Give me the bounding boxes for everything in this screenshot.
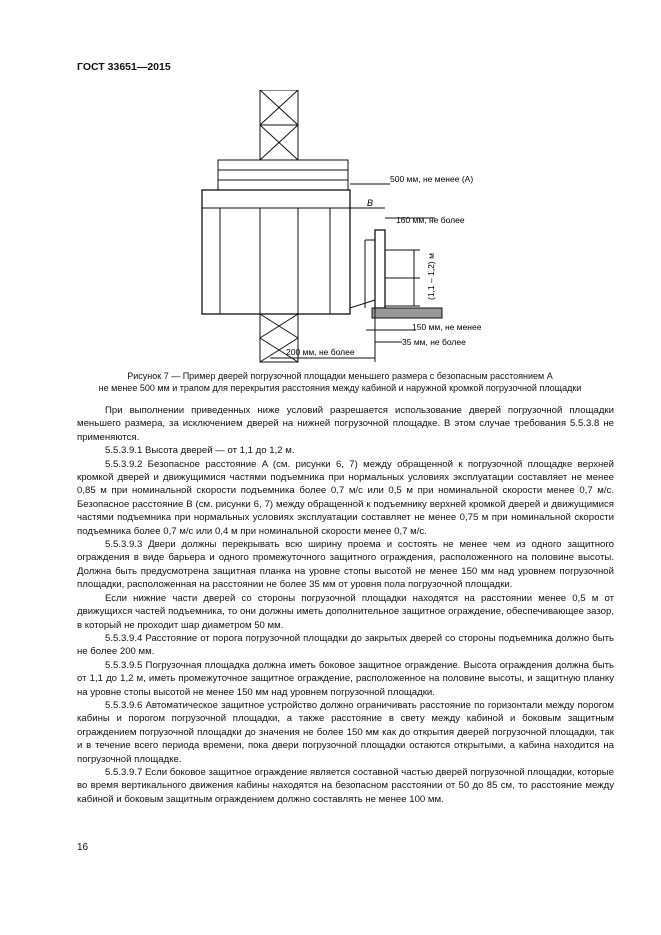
dim-a-label: 500 мм, не менее (A) (390, 174, 474, 184)
caption-line-2: не менее 500 мм и трапом для перекрытия расстояния между кабиной и наружной кромкой погрузочной площадки (98, 382, 582, 393)
dim-150-label: 150 мм, не менее (412, 322, 482, 332)
landing-platform (372, 308, 442, 318)
figure-7-diagram (190, 90, 520, 365)
dim-35-label: 35 мм, не более (402, 337, 466, 347)
paragraph: 5.5.3.9.3 Двери должны перекрывать всю ширину проема и состоять не менее чем из одного защитного ограждения в виде барьера и одного промежуточного защитного ограждения, расположенного на половине высоты. Должна быть предусмотрена защитная планка на уровне стопы высотой не менее 150 мм над уровнем погрузочной площадки, расположенная на расстоянии не более 35 мм от уровня пола погрузочной площадки. (77, 539, 614, 591)
page-number: 16 (77, 842, 89, 853)
caption-line-1: Рисунок 7 — Пример дверей погрузочной площадки меньшего размера с безопасным расстоянием A (127, 371, 553, 381)
dim-160-label: 160 мм, не более (396, 215, 465, 225)
cage-body (202, 190, 350, 314)
body-text (77, 404, 614, 806)
dim-200-label: 200 мм, не более (286, 347, 355, 357)
paragraph: 5.5.3.9.1 Высота дверей — от 1,1 до 1,2 м. (105, 445, 295, 457)
document-header: ГОСТ 33651—2015 (77, 61, 171, 73)
paragraph: 5.5.3.9.4 Расстояние от порога погрузочной площадки до закрытых дверей со стороны подъемника должно быть не более 200 мм. (77, 632, 614, 658)
paragraph: 5.5.3.9.5 Погрузочная площадка должна иметь боковое защитное ограждение. Высота ограждения должна быть от 1,1 до 1,2 м, иметь промежуточное защитное ограждение, расположенное на половине высоты, и защитную планку на уровне стопы высотой не менее 150 мм над уровнем погрузочной площадки. (77, 659, 614, 698)
paragraph: Если нижние части дверей со стороны погрузочной площадки находятся на расстоянии менее 0,5 м от движущихся частей подъемника, то они должны иметь дополнительное защитное ограждение, обеспечивающее зазор, в который не проходит шар диаметром 50 мм. (77, 592, 614, 631)
dim-b-label: B (367, 198, 374, 208)
paragraph: 5.5.3.9.7 Если боковое защитное ограждение является составной частью дверей погрузочной площадки, которые во время вертикального движения кабины находятся на безопасном расстоянии от 50 до 85 см, то расстояние между кабиной и боковым защитным ограждением должно составлять не менее 100 мм. (77, 766, 614, 805)
landing-door (375, 230, 385, 308)
paragraph: 5.5.3.9.2 Безопасное расстояние A (см. рисунки 6, 7) между обращенной к погрузочной площадке верхней кромкой дверей и движущимися частями подъемника при нормальных условиях эксплуатации составляет не менее 0,85 м при номинальной скорости подъемника более 0,7 м/с или 0,5 м при номинальной скорости менее 0,7 м/с. Безопасное расстояние B (см. рисунки 6, 7) между обращенной к подъемнику верхней кромкой дверей и движущимися частями подъемника при нормальных условиях эксплуатации составляет не менее 0,75 м при номинальной скорости подъемника более 0,7 м/с или 0,4 м при номинальной скорости менее 0,7 м/с. (77, 458, 614, 537)
dim-height-label: (1,1 – 1,2) м (426, 253, 436, 300)
cage-top-frame (218, 160, 348, 190)
paragraph: При выполнении приведенных ниже условий разрешается использование дверей погрузочной площадки меньшего размера, за исключением дверей на нижней погрузочной площадке. В этом случае требования 5.5.3.8 не применяются. (77, 405, 614, 443)
paragraph: 5.5.3.9.6 Автоматическое защитное устройство должно ограничивать расстояние по горизонтали между порогом кабины и порогом погрузочной площадки, а также расстояние в свету между кабиной и боковым защитным ограждением погрузочной площадки до значения не более 150 мм как до открытия дверей погрузочной площадки, так и в течение всего периода времени, пока двери погрузочной площадки остаются открытыми, а кабина находится на погрузочной площадке. (77, 699, 614, 765)
figure-caption (60, 371, 620, 394)
